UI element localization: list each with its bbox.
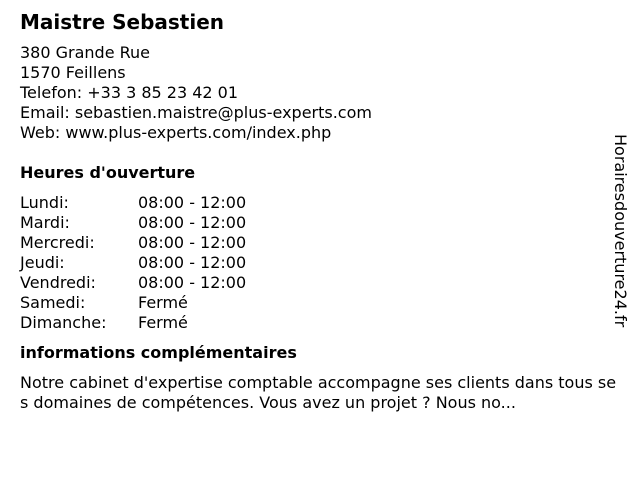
hours-row-saturday [20, 293, 620, 313]
web-text: Web: www.plus-experts.com/index.php [20, 123, 332, 142]
hours-table [20, 193, 620, 333]
hours-day: Samedi: [20, 293, 86, 312]
info-heading: informations complémentaires [20, 343, 297, 362]
hours-time: Fermé [138, 313, 188, 332]
hours-time: Fermé [138, 293, 188, 312]
hours-day: Lundi: [20, 193, 69, 212]
info-text: Notre cabinet d'expertise comptable accompagne ses clients dans tous ses domaines de compétences. Vous avez un projet ? Nous no... [20, 373, 617, 412]
hours-row-thursday [20, 253, 620, 273]
hours-time: 08:00 - 12:00 [138, 273, 247, 292]
contact-info [20, 43, 620, 143]
email-text: Email: sebastien.maistre@plus-experts.com [20, 103, 372, 122]
phone-text: Telefon: +33 3 85 23 42 01 [20, 83, 239, 102]
hours-row-friday [20, 273, 620, 293]
hours-time: 08:00 - 12:00 [138, 213, 247, 232]
hours-heading: Heures d'ouverture [20, 163, 196, 182]
hours-day: Vendredi: [20, 273, 96, 292]
hours-row-tuesday [20, 213, 620, 233]
hours-row-sunday [20, 313, 620, 333]
hours-day: Dimanche: [20, 313, 107, 332]
hours-time: 08:00 - 12:00 [138, 193, 247, 212]
hours-day: Mardi: [20, 213, 70, 232]
hours-row-monday [20, 193, 620, 213]
business-card [20, 9, 620, 413]
site-watermark: Horairesdouverture24.fr [611, 134, 630, 328]
address-city: 1570 Feillens [20, 63, 126, 82]
address-street: 380 Grande Rue [20, 43, 151, 62]
hours-time: 08:00 - 12:00 [138, 233, 247, 252]
hours-time: 08:00 - 12:00 [138, 253, 247, 272]
hours-day: Mercredi: [20, 233, 95, 252]
hours-row-wednesday [20, 233, 620, 253]
business-name: Maistre Sebastien [20, 10, 225, 34]
hours-day: Jeudi: [20, 253, 65, 272]
